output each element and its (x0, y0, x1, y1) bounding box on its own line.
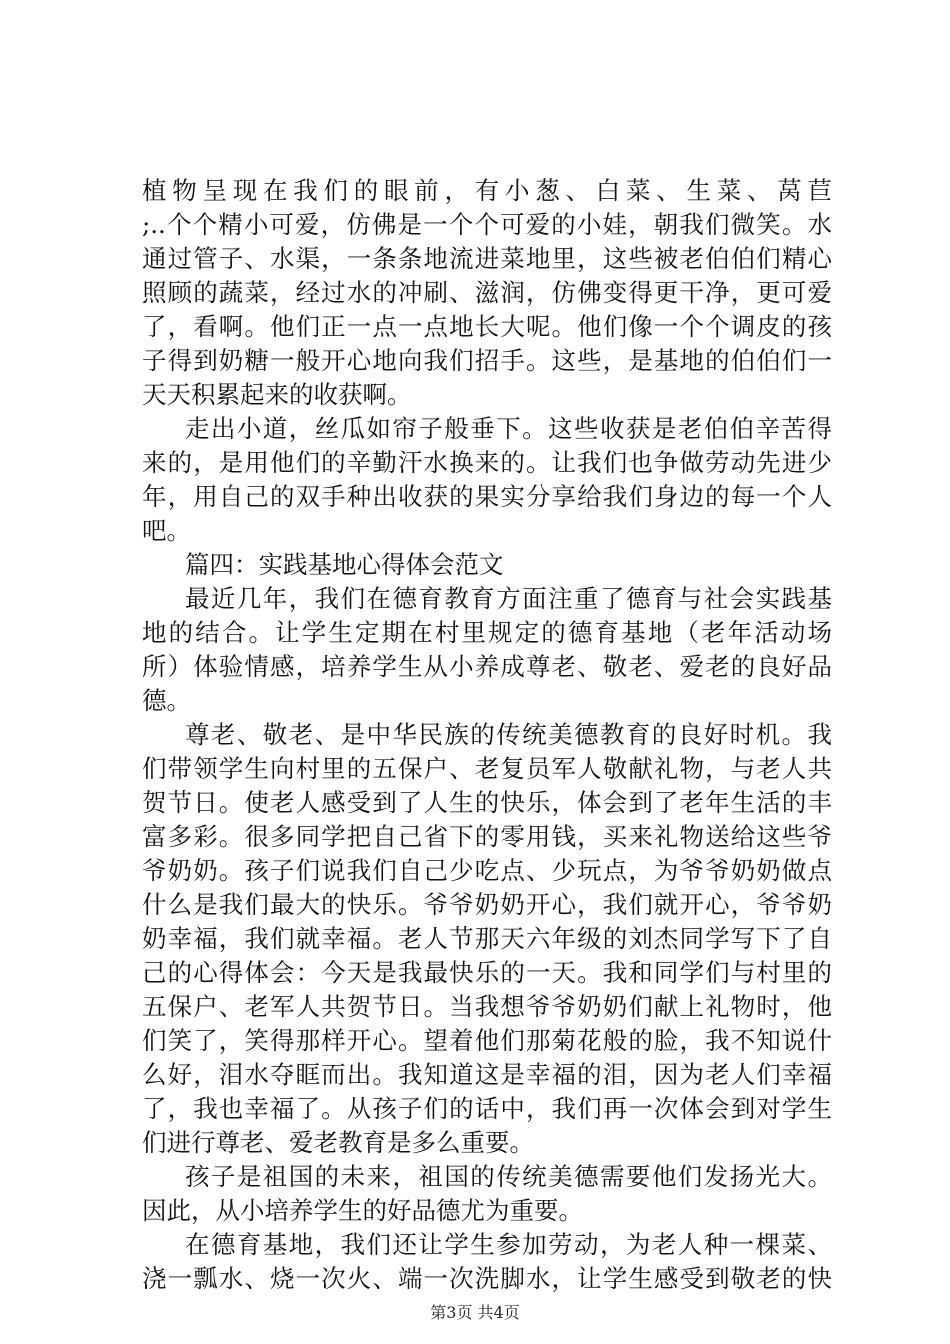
text-line: ;..个个精小可爱，仿佛是一个个可爱的小娃，朝我们微笑。水 (142, 210, 832, 239)
text-line: 走出小道，丝瓜如帘子般垂下。这些收获是老伯伯辛苦得 (185, 414, 832, 443)
text-line: 所）体验情感，培养学生从小养成尊老、敬老、爱老的良好品 (142, 652, 832, 681)
text-line: 么好，泪水夺眶而出。我知道这是幸福的泪，因为老人们幸福 (142, 1060, 832, 1089)
text-line: 来的，是用他们的辛勤汗水换来的。让我们也争做劳动先进少 (142, 448, 832, 477)
text-line: 在德育基地，我们还让学生参加劳动，为老人种一棵菜、 (185, 1230, 832, 1259)
text-line: 尊老、敬老、是中华民族的传统美德教育的良好时机。我 (185, 720, 832, 749)
text-line: 奶幸福，我们就幸福。老人节那天六年级的刘杰同学写下了自 (142, 924, 832, 953)
text-line: 植物呈现在我们的眼前，有小葱、白菜、生菜、莴苣 (142, 176, 832, 205)
text-line: 己的心得体会：今天是我最快乐的一天。我和同学们与村里的 (142, 958, 832, 987)
text-line: 了，看啊。他们正一点一点地长大呢。他们像一个个调皮的孩 (142, 312, 832, 341)
text-line: 最近几年，我们在德育教育方面注重了德育与社会实践基 (185, 584, 832, 613)
text-line: 爷奶奶。孩子们说我们自己少吃点、少玩点，为爷爷奶奶做点 (142, 856, 832, 885)
text-line: 地的结合。让学生定期在村里规定的德育基地（老年活动场 (142, 618, 832, 647)
text-line: 子得到奶糖一般开心地向我们招手。这些，是基地的伯伯们一 (142, 346, 832, 375)
text-line: 了，我也幸福了。从孩子们的话中，我们再一次体会到对学生 (142, 1094, 832, 1123)
text-line: 照顾的蔬菜，经过水的冲刷、滋润，仿佛变得更干净，更可爱 (142, 278, 832, 307)
text-line: 贺节日。使老人感受到了人生的快乐，体会到了老年生活的丰 (142, 788, 832, 817)
text-line: 们笑了，笑得那样开心。望着他们那菊花般的脸，我不知说什 (142, 1026, 832, 1055)
text-line: 德。 (142, 686, 191, 715)
text-line: 年，用自己的双手种出收获的果实分享给我们身边的每一个人 (142, 482, 832, 511)
section-heading: 篇四：实践基地心得体会范文 (185, 550, 504, 579)
text-line: 五保户、老军人共贺节日。当我想爷爷奶奶们献上礼物时，他 (142, 992, 832, 1021)
text-line: 通过管子、水渠，一条条地流进菜地里，这些被老伯伯们精心 (142, 244, 832, 273)
text-line: 什么是我们最大的快乐。爷爷奶奶开心，我们就开心，爷爷奶 (142, 890, 832, 919)
text-line: 浇一瓢水、烧一次火、端一次洗脚水，让学生感受到敬老的快 (142, 1264, 832, 1293)
text-line: 们带领学生向村里的五保户、老复员军人敬献礼物，与老人共 (142, 754, 832, 783)
text-line: 因此，从小培养学生的好品德尤为重要。 (142, 1196, 583, 1225)
page-footer: 第3页 共4页 (430, 1303, 520, 1322)
text-line: 天天积累起来的收获啊。 (142, 380, 412, 409)
text-line: 富多彩。很多同学把自己省下的零用钱，买来礼物送给这些爷 (142, 822, 832, 851)
text-line: 孩子是祖国的未来，祖国的传统美德需要他们发扬光大。 (185, 1162, 832, 1191)
text-line: 们进行尊老、爱老教育是多么重要。 (142, 1128, 534, 1157)
text-line: 吧。 (142, 516, 191, 545)
